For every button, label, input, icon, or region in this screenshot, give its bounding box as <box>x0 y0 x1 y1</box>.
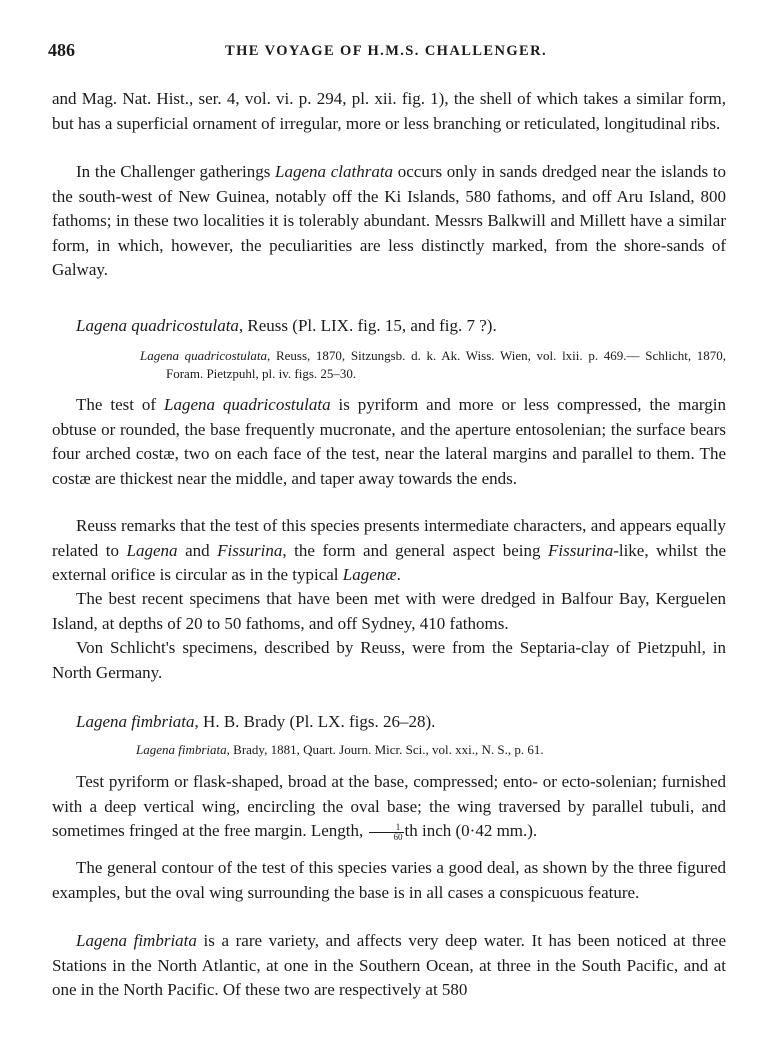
fraction: $\frac{1}{60}$ <box>369 823 404 842</box>
quadricostulata-specimens: The best recent specimens that have been met with were dredged in Balfour Bay, Kerguelen Island, at depths of 20 to 50 fathoms, and off Sydney, 410 fathoms. <box>52 589 726 633</box>
synonymy-fimbriata: Lagena fimbriata, Brady, 1881, Quart. Journ. Micr. Sci., vol. xxi., N. S., p. 61. <box>136 742 544 757</box>
fimbriata-contour-paragraph: The general contour of the test of this species varies a good deal, as shown by the three figured examples, but the oval wing surrounding the base is in all cases a conspicuous feature. <box>52 858 726 902</box>
fimbriata-diagnosis: Test pyriform or flask-shaped, broad at the base, compressed; ento- or ecto-solenian; furnished with a deep vertical wing, encircling the oval base; the wing traversed by parallel tubuli, and sometimes fringed at the free margin. Length, $\frac{1}{60}$ th inch (0·42 mm.). <box>52 772 726 842</box>
clathrata-paragraph: In the Challenger gatherings Lagena clathrata occurs only in sands dredged near the islands to the south-west of New Guinea, notably off the Ki Islands, 580 fathoms, and off Aru Island, 800 fathoms; in these two localities it is tolerably abundant. Messrs Balkwill and Millett have a similar form, in which, however, the peculiarities are less distinctly marked, from the shore-sands of Galway. <box>52 162 726 279</box>
intro-paragraph: and Mag. Nat. Hist., ser. 4, vol. vi. p. 294, pl. xii. fig. 1), the shell of which takes a similar form, but has a superficial ornament of irregular, more or less branching or reticulated, longitudinal ribs. <box>52 89 726 133</box>
page-number: 486 <box>48 40 75 60</box>
synonymy-quadricostulata: Lagena quadricostulata, Reuss, 1870, Sitzungsb. d. k. Ak. Wiss. Wien, vol. lxii. p. 469.— Schlicht, 1870, Foram. Pietzpuhl, pl. iv. figs. 25–30. <box>140 348 727 381</box>
species-name: Lagena clathrata <box>275 162 394 181</box>
fimbriata-distribution-paragraph: Lagena fimbriata is a rare variety, and affects very deep water. It has been noticed at three Stations in the North Atlantic, at one in the Southern Ocean, at three in the South Pacific, and at one in the North Pacific. Of these two are respectively at 580 <box>52 931 726 999</box>
running-title: THE VOYAGE OF H.M.S. CHALLENGER. <box>225 43 547 59</box>
page-header <box>48 40 724 68</box>
quadricostulata-reuss-remarks: Reuss remarks that the test of this species presents intermediate characters, and appears equally related to Lagena and Fissurina, the form and general aspect being Fissurina-like, whilst the external orifice is circular as in the typical Lagenæ. <box>52 516 727 584</box>
quadricostulata-schlicht: Von Schlicht's specimens, described by Reuss, were from the Septaria-clay of Pietzpuhl, in North Germany. <box>52 638 726 682</box>
quadricostulata-description: The test of Lagena quadricostulata is pyriform and more or less compressed, the margin obtuse or rounded, the base frequently mucronate, and the aperture entosolenian; the surface bears four arched costæ, two on each face of the test, near the lateral margins and parallel to them. The costæ are thickest near the middle, and taper away towards the ends. <box>52 395 727 488</box>
species-heading-quadricostulata: Lagena quadricostulata, Reuss (Pl. LIX. fig. 15, and fig. 7 ?). <box>76 316 497 335</box>
species-heading-fimbriata: Lagena fimbriata, H. B. Brady (Pl. LX. figs. 26–28). <box>76 712 436 731</box>
